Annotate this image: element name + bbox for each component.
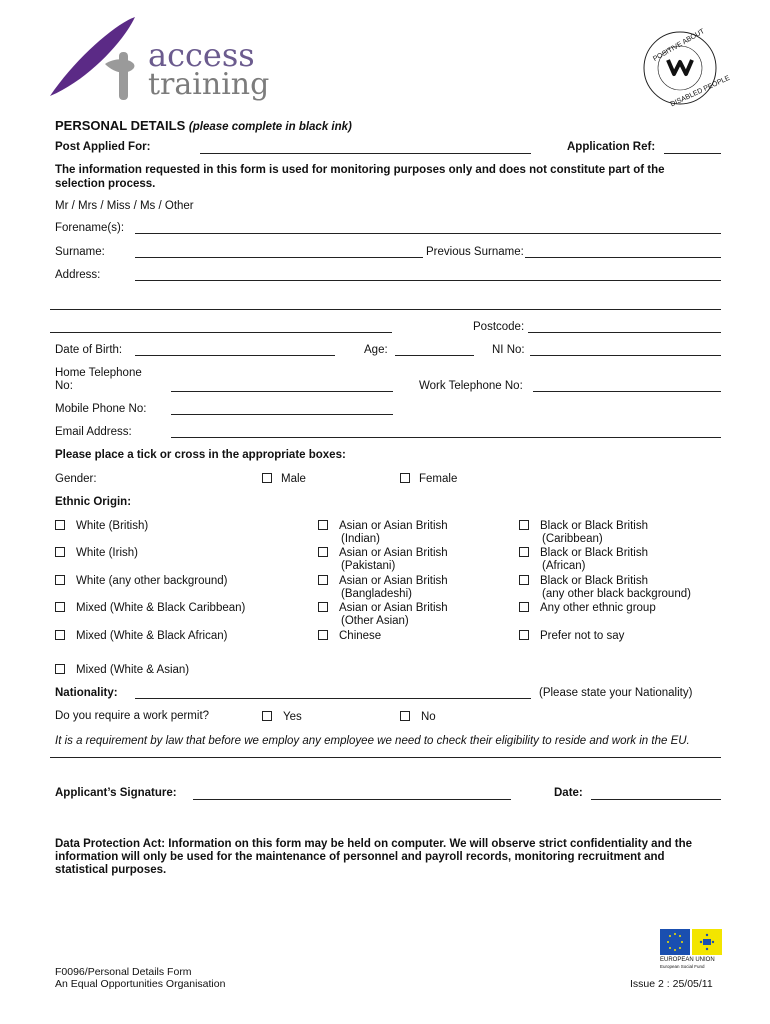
footer-form-id: F0096/Personal Details Form [55, 966, 192, 978]
ethnic-checkbox[interactable] [55, 520, 65, 530]
age-field[interactable] [395, 355, 474, 356]
ethnic-option-label: Prefer not to say [540, 630, 625, 642]
address-field-2[interactable] [50, 309, 721, 310]
ethnic-option-sublabel: (Bangladeshi) [341, 588, 412, 600]
title-main: PERSONAL DETAILS [55, 118, 186, 133]
ethnic-option[interactable] [55, 664, 189, 676]
gender-female-option[interactable] [400, 473, 457, 485]
home-tel-label-2: No: [55, 380, 73, 392]
date-label: Date: [554, 787, 583, 799]
nationality-hint: (Please state your Nationality) [539, 687, 693, 699]
ethnic-option-sublabel: (Pakistani) [341, 560, 396, 572]
no-label: No [421, 711, 436, 723]
date-field[interactable] [591, 799, 721, 800]
logo-word-access: access [148, 36, 255, 74]
yes-label: Yes [283, 711, 302, 723]
eu-sub-label: European Social Fund [660, 964, 705, 969]
ni-field[interactable] [530, 355, 721, 356]
female-label: Female [419, 473, 458, 485]
no-checkbox[interactable] [400, 711, 410, 721]
dob-field[interactable] [135, 355, 335, 356]
work-permit-label: Do you require a work permit? [55, 710, 210, 722]
ethnic-option[interactable] [318, 630, 381, 642]
ethnic-option[interactable] [318, 602, 448, 614]
application-ref-field[interactable] [664, 153, 721, 154]
gender-label: Gender: [55, 473, 97, 485]
ethnic-option-label: Asian or Asian British [339, 520, 448, 532]
ethnic-checkbox[interactable] [55, 602, 65, 612]
ethnic-option-label: Mixed (White & Black African) [76, 630, 228, 642]
ethnic-option[interactable] [519, 547, 648, 559]
forenames-label: Forename(s): [55, 222, 125, 234]
divider [50, 757, 721, 758]
previous-surname-label: Previous Surname: [426, 246, 524, 258]
logo-word-training: training [148, 67, 270, 102]
ethnic-option-label: Mixed (White & Black Caribbean) [76, 602, 246, 614]
ethnic-checkbox[interactable] [318, 602, 328, 612]
ethnic-checkbox[interactable] [519, 547, 529, 557]
ethnic-checkbox[interactable] [519, 575, 529, 585]
post-applied-label: Post Applied For: [55, 141, 151, 153]
work-tel-field[interactable] [533, 391, 721, 392]
postcode-label: Postcode: [473, 321, 525, 333]
footer-equal-opportunities: An Equal Opportunities Organisation [55, 978, 226, 990]
ethnic-option[interactable] [55, 575, 228, 587]
mobile-label: Mobile Phone No: [55, 403, 147, 415]
address-field-3[interactable] [50, 332, 392, 333]
male-checkbox[interactable] [262, 473, 272, 483]
ethnic-option-label: Chinese [339, 630, 382, 642]
ethnic-checkbox[interactable] [55, 630, 65, 640]
ethnic-option[interactable] [318, 575, 448, 587]
application-ref-label: Application Ref: [567, 141, 656, 153]
data-protection-line-2: information will only be used for the maintenance of personnel and payroll records, monitoring recruitment and [55, 851, 665, 863]
info-line-2: selection process. [55, 178, 156, 190]
signature-label: Applicant’s Signature: [55, 787, 177, 799]
surname-field[interactable] [135, 257, 423, 258]
ethnic-option-label: Any other ethnic group [540, 602, 656, 614]
ethnic-option-label: Asian or Asian British [339, 547, 448, 559]
address-label: Address: [55, 269, 101, 281]
ethnic-checkbox[interactable] [55, 664, 65, 674]
female-checkbox[interactable] [400, 473, 410, 483]
ethnic-option[interactable] [318, 520, 448, 532]
data-protection-line-3: statistical purposes. [55, 864, 167, 876]
data-protection-line-1: Data Protection Act: Information on this form may be held on computer. We will observe strict confidentiality and the [55, 838, 693, 850]
ethnic-option-label: Mixed (White & Asian) [76, 664, 190, 676]
mobile-field[interactable] [171, 414, 393, 415]
info-line-1: The information requested in this form is used for monitoring purposes only and does not constitute part of the [55, 164, 665, 176]
ethnic-origin-label: Ethnic Origin: [55, 496, 132, 508]
work-permit-yes-option[interactable] [262, 711, 302, 723]
ethnic-option-label: Black or Black British [540, 575, 649, 587]
ethnic-option[interactable] [519, 630, 624, 642]
ethnic-option[interactable] [55, 630, 227, 642]
title-note: (please complete in black ink) [188, 121, 352, 133]
gender-male-option[interactable] [262, 473, 306, 485]
ethnic-checkbox[interactable] [519, 602, 529, 612]
home-tel-field[interactable] [171, 391, 393, 392]
previous-surname-field[interactable] [525, 257, 721, 258]
surname-label: Surname: [55, 246, 105, 258]
logo-swoosh-icon [45, 14, 145, 104]
ethnic-checkbox[interactable] [318, 520, 328, 530]
law-note: It is a requirement by law that before we employ any employee we need to check their eligibility to reside and work in the EU. [55, 735, 690, 747]
ethnic-option[interactable] [519, 602, 656, 614]
ethnic-option[interactable] [55, 520, 148, 532]
ethnic-option[interactable] [519, 520, 648, 532]
eu-label: EUROPEAN UNION [660, 957, 715, 963]
signature-field[interactable] [193, 799, 511, 800]
ethnic-checkbox[interactable] [318, 575, 328, 585]
ethnic-option-sublabel: (Other Asian) [341, 615, 409, 627]
ethnic-option[interactable] [55, 602, 245, 614]
forenames-field[interactable] [135, 233, 721, 234]
ethnic-checkbox[interactable] [55, 547, 65, 557]
ethnic-checkbox[interactable] [519, 520, 529, 530]
title-options: Mr / Mrs / Miss / Ms / Other [55, 200, 194, 212]
postcode-field[interactable] [528, 332, 721, 333]
tick-instruction: Please place a tick or cross in the appropriate boxes: [55, 449, 346, 461]
ethnic-option-label: Black or Black British [540, 547, 649, 559]
ethnic-option-label: White (any other background) [76, 575, 228, 587]
badge-text-top: POSITIVE ABOUT [652, 27, 706, 64]
dob-label: Date of Birth: [55, 344, 123, 356]
nationality-label: Nationality: [55, 687, 118, 699]
ethnic-option[interactable] [519, 575, 648, 587]
email-label: Email Address: [55, 426, 132, 438]
ethnic-option-sublabel: (Caribbean) [542, 533, 603, 545]
yes-checkbox[interactable] [262, 711, 272, 721]
footer-issue: Issue 2 : 25/05/11 [630, 978, 713, 990]
ethnic-checkbox[interactable] [55, 575, 65, 585]
work-tel-label: Work Telephone No: [419, 380, 523, 392]
page-title [55, 118, 352, 133]
ethnic-checkbox[interactable] [318, 630, 328, 640]
esf-logo-icon [692, 929, 722, 955]
ethnic-option-sublabel: (African) [542, 560, 586, 572]
ethnic-checkbox[interactable] [519, 630, 529, 640]
ni-label: NI No: [492, 344, 525, 356]
ethnic-option[interactable] [318, 547, 448, 559]
ethnic-option-label: White (Irish) [76, 547, 138, 559]
ethnic-checkbox[interactable] [318, 547, 328, 557]
badge-text-bottom: DISABLED PEOPLE [669, 74, 732, 109]
male-label: Male [281, 473, 306, 485]
ethnic-option-sublabel: (Indian) [341, 533, 380, 545]
ethnic-option-label: White (British) [76, 520, 149, 532]
eu-flag-icon [660, 929, 690, 955]
ethnic-option[interactable] [55, 547, 138, 559]
ethnic-option-label: Asian or Asian British [339, 602, 448, 614]
work-permit-no-option[interactable] [400, 711, 436, 723]
ethnic-option-label: Asian or Asian British [339, 575, 448, 587]
home-tel-label-1: Home Telephone [55, 367, 142, 379]
post-applied-field[interactable] [200, 153, 531, 154]
nationality-field[interactable] [135, 698, 531, 699]
email-field[interactable] [171, 437, 721, 438]
ethnic-option-label: Black or Black British [540, 520, 649, 532]
age-label: Age: [364, 344, 388, 356]
ethnic-option-sublabel: (any other black background) [542, 588, 691, 600]
address-field-1[interactable] [135, 280, 721, 281]
